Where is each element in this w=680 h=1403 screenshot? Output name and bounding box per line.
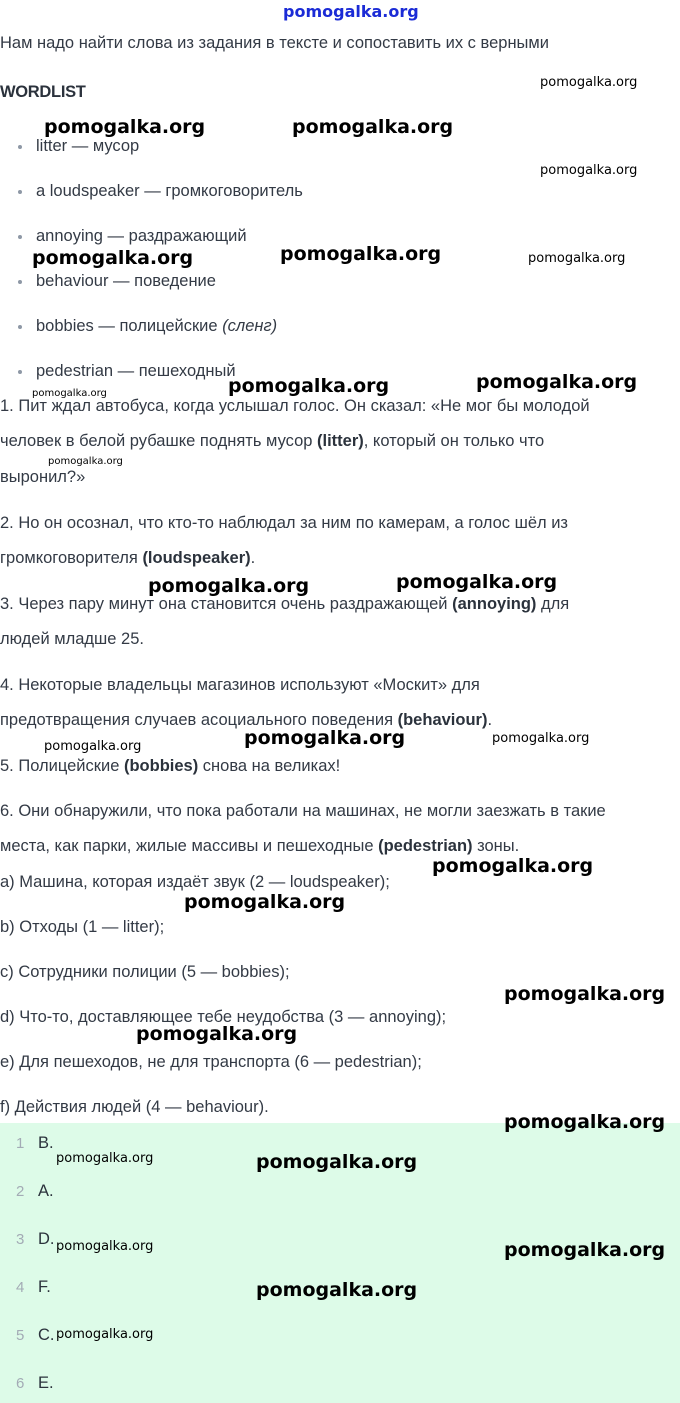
watermark: pomogalka.org	[48, 456, 123, 467]
text-run: места, как парки, жилые массивы и пешеходные	[0, 837, 379, 855]
paragraph-2-line: 2. Но он осознал, что кто-то наблюдал за ним по камерам, а голос шёл из	[0, 514, 568, 532]
paragraph-6-line	[0, 837, 519, 856]
wordlist-heading: WORDLIST	[0, 83, 86, 101]
definition-item: c) Сотрудники полиции (5 — bobbies);	[0, 963, 290, 981]
bullet	[18, 280, 22, 284]
text-run: предотвращения случаев асоциального поведения	[0, 711, 398, 729]
watermark: pomogalka.org	[432, 855, 594, 877]
watermark: pomogalka.org	[56, 1151, 154, 1166]
definition-item: b) Отходы (1 — litter);	[0, 918, 165, 936]
watermark: pomogalka.org	[244, 727, 406, 749]
watermark: pomogalka.org	[504, 1239, 666, 1261]
wordlist-item	[36, 317, 277, 336]
watermark: pomogalka.org	[56, 1239, 154, 1254]
keyword: (pedestrian)	[378, 837, 473, 855]
bullet	[18, 325, 22, 329]
intro-text: Нам надо найти слова из задания в тексте и сопоставить их с верными	[0, 34, 549, 52]
watermark: pomogalka.org	[280, 243, 442, 265]
watermark: pomogalka.org	[540, 163, 638, 178]
paragraph-6-line: 6. Они обнаружили, что пока работали на машинах, не могли заезжать в такие	[0, 802, 606, 820]
watermark: pomogalka.org	[256, 1151, 418, 1173]
watermark: pomogalka.org	[228, 375, 390, 397]
wordlist-item: annoying — раздражающий	[36, 227, 247, 245]
answer-number: 5	[16, 1327, 25, 1344]
answer-number: 2	[16, 1183, 25, 1200]
paragraph-1-line: выронил?»	[0, 468, 86, 486]
bullet	[18, 370, 22, 374]
answer-letter: E.	[38, 1374, 54, 1392]
text-run: 3. Через пару минут она становится очень раздражающей	[0, 595, 453, 613]
paragraph-1-line	[0, 432, 544, 451]
bullet	[18, 145, 22, 149]
text-run: , который он только что	[363, 432, 545, 450]
definition-item: f) Действия людей (4 — behaviour).	[0, 1098, 269, 1116]
answer-letter: B.	[38, 1134, 54, 1152]
definition-item: e) Для пешеходов, не для транспорта (6 — pedestrian);	[0, 1053, 422, 1071]
watermark: pomogalka.org	[540, 75, 638, 90]
text-run: .	[487, 711, 493, 729]
wordlist-item: litter — мусор	[36, 137, 140, 155]
paragraph-2-line	[0, 549, 255, 568]
watermark: pomogalka.org	[32, 247, 194, 269]
keyword: (behaviour)	[397, 711, 488, 729]
watermark: pomogalka.org	[396, 571, 558, 593]
watermark: pomogalka.org	[136, 1023, 298, 1045]
definition-item: d) Что-то, доставляющее тебе неудобства (3 — annoying);	[0, 1008, 447, 1026]
answer-number: 4	[16, 1279, 25, 1296]
bullet	[18, 235, 22, 239]
watermark: pomogalka.org	[492, 731, 590, 746]
text-run: человек в белой рубашке поднять мусор	[0, 432, 318, 450]
paragraph-5-line	[0, 757, 340, 776]
wordlist-item: behaviour — поведение	[36, 272, 216, 290]
paragraph-4-line: 4. Некоторые владельцы магазинов используют «Москит» для	[0, 676, 480, 694]
text-run: зоны.	[472, 837, 520, 855]
wordlist-item-text: bobbies — полицейские	[36, 317, 218, 335]
text-run: снова на великах!	[198, 757, 341, 775]
keyword: (bobbies)	[123, 757, 199, 775]
text-run: .	[250, 549, 256, 567]
keyword: (annoying)	[452, 595, 537, 613]
answer-letter: F.	[38, 1278, 51, 1296]
watermark: pomogalka.org	[504, 1111, 666, 1133]
answer-number: 3	[16, 1231, 25, 1248]
watermark: pomogalka.org	[44, 116, 206, 138]
watermark: pomogalka.org	[476, 371, 638, 393]
watermark: pomogalka.org	[32, 388, 107, 399]
site-link[interactable]: pomogalka.org	[283, 2, 419, 21]
answer-letter: C.	[38, 1326, 55, 1344]
watermark: pomogalka.org	[292, 116, 454, 138]
wordlist-item: a loudspeaker — громкоговоритель	[36, 182, 303, 200]
wordlist-item: pedestrian — пешеходный	[36, 362, 236, 380]
text-run: 5. Полицейские	[0, 757, 124, 775]
watermark: pomogalka.org	[184, 891, 346, 913]
answer-number: 1	[16, 1135, 25, 1152]
answer-letter: A.	[38, 1182, 54, 1200]
paragraph-3-line	[0, 595, 569, 614]
paragraph-1-line: 1. Пит ждал автобуса, когда услышал голос. Он сказал: «Не мог бы молодой	[0, 397, 590, 415]
watermark: pomogalka.org	[56, 1327, 154, 1342]
watermark: pomogalka.org	[528, 251, 626, 266]
bullet	[18, 190, 22, 194]
paragraph-3-line: людей младше 25.	[0, 630, 144, 648]
watermark: pomogalka.org	[44, 739, 142, 754]
answer-number: 6	[16, 1375, 25, 1392]
watermark: pomogalka.org	[504, 983, 666, 1005]
watermark: pomogalka.org	[256, 1279, 418, 1301]
slang-note: (сленг)	[222, 317, 278, 335]
text-run: громкоговорителя	[0, 549, 143, 567]
watermark: pomogalka.org	[148, 575, 310, 597]
text-run: для	[536, 595, 570, 613]
definition-item: a) Машина, которая издаёт звук (2 — loudspeaker);	[0, 873, 390, 891]
answer-letter: D.	[38, 1230, 55, 1248]
keyword: (loudspeaker)	[142, 549, 251, 567]
keyword: (litter)	[317, 432, 364, 450]
